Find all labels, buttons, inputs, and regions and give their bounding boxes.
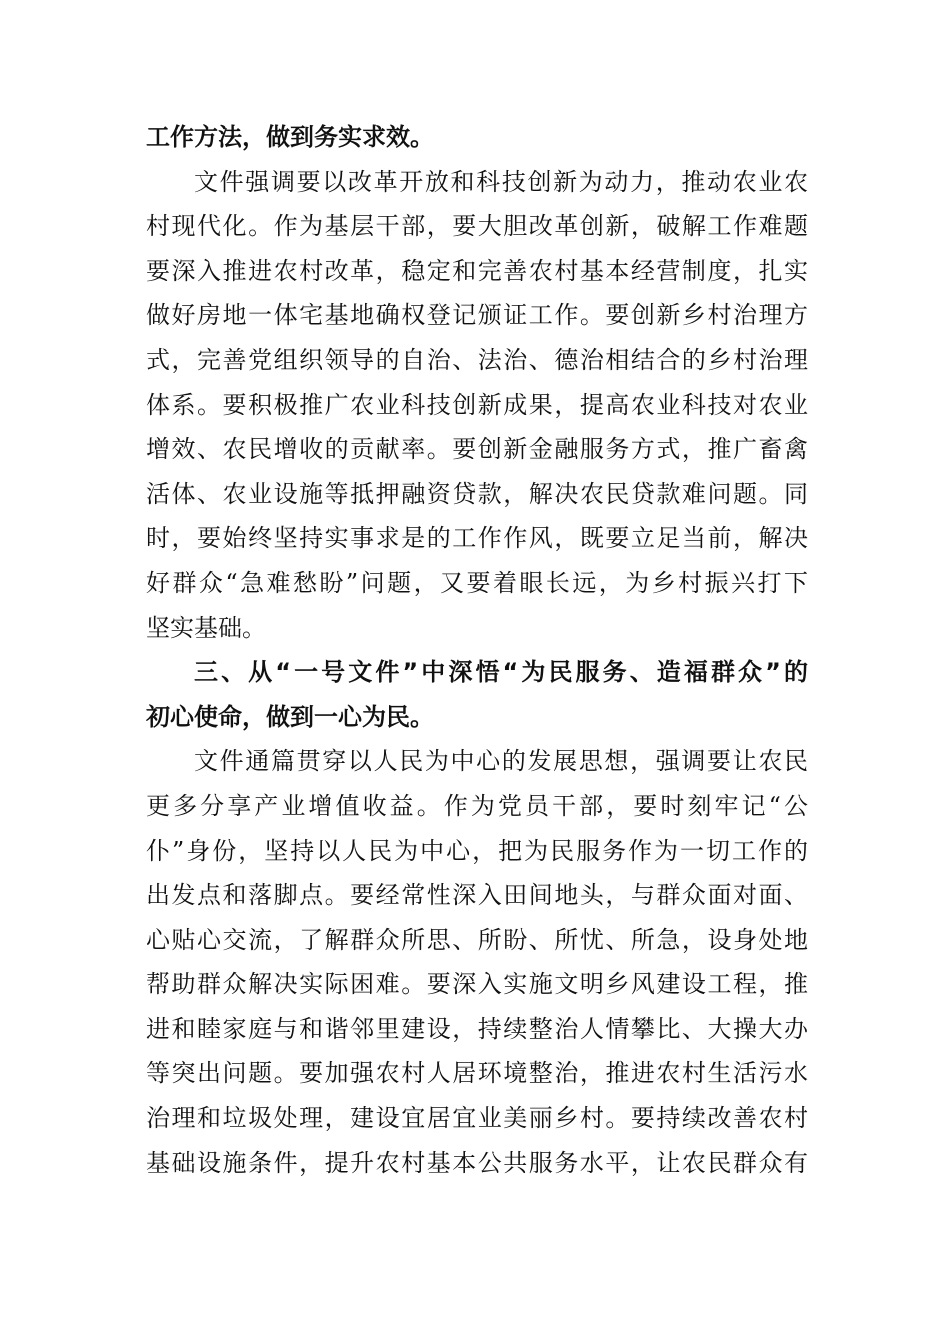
heading-line: 三、从“一号文件”中深悟“为民服务、造福群众”的 bbox=[194, 658, 808, 687]
text-line: 村现代化。作为基层干部，要大胆改革创新，破解工作难题 bbox=[146, 212, 808, 241]
paragraph-serve-people bbox=[146, 739, 808, 1185]
text-line: 帮助群众解决实际困难。要深入实施文明乡风建设工程，推 bbox=[146, 970, 808, 999]
text-line: 时，要始终坚持实事求是的工作作风，既要立足当前，解决 bbox=[146, 524, 808, 553]
text-line: 仆”身份，坚持以人民为中心，把为民服务作为一切工作的 bbox=[146, 836, 808, 865]
paragraph-reform-innovation bbox=[146, 160, 808, 651]
text-line: 等突出问题。要加强农村人居环境整治，推进农村生活污水 bbox=[146, 1059, 808, 1088]
heading-line: 初心使命，做到一心为民。 bbox=[146, 702, 434, 731]
section-heading-3 bbox=[146, 650, 808, 739]
text-line: 增效、农民增收的贡献率。要创新金融服务方式，推广畜禽 bbox=[146, 435, 808, 464]
document-page bbox=[146, 115, 808, 1185]
text-line: 出发点和落脚点。要经常性深入田间地头，与群众面对面、 bbox=[146, 881, 808, 910]
text-line: 坚实基础。 bbox=[146, 613, 266, 642]
text-line: 文件强调要以改革开放和科技创新为动力，推动农业农 bbox=[194, 167, 808, 196]
text-line: 更多分享产业增值收益。作为党员干部，要时刻牢记“公 bbox=[146, 791, 808, 820]
text-line: 基础设施条件，提升农村基本公共服务水平，让农民群众有 bbox=[146, 1148, 808, 1177]
text-line: 做好房地一体宅基地确权登记颁证工作。要创新乡村治理方 bbox=[146, 301, 808, 330]
text-line: 式，完善党组织领导的自治、法治、德治相结合的乡村治理 bbox=[146, 345, 808, 374]
text-line: 文件通篇贯穿以人民为中心的发展思想，强调要让农民 bbox=[194, 747, 808, 776]
paragraph-continuation bbox=[146, 115, 808, 160]
text-line: 心贴心交流，了解群众所思、所盼、所忧、所急，设身处地 bbox=[146, 925, 808, 954]
text-line: 要深入推进农村改革，稳定和完善农村基本经营制度，扎实 bbox=[146, 256, 808, 285]
text-line: 进和睦家庭与和谐邻里建设，持续整治人情攀比、大操大办 bbox=[146, 1014, 808, 1043]
text-line: 好群众“急难愁盼”问题，又要着眼长远，为乡村振兴打下 bbox=[146, 568, 808, 597]
text-line: 体系。要积极推广农业科技创新成果，提高农业科技对农业 bbox=[146, 390, 808, 419]
text-line: 活体、农业设施等抵押融资贷款，解决农民贷款难问题。同 bbox=[146, 479, 808, 508]
text-line: 工作方法，做到务实求效。 bbox=[146, 123, 434, 151]
text-line: 治理和垃圾处理，建设宜居宜业美丽乡村。要持续改善农村 bbox=[146, 1104, 808, 1133]
